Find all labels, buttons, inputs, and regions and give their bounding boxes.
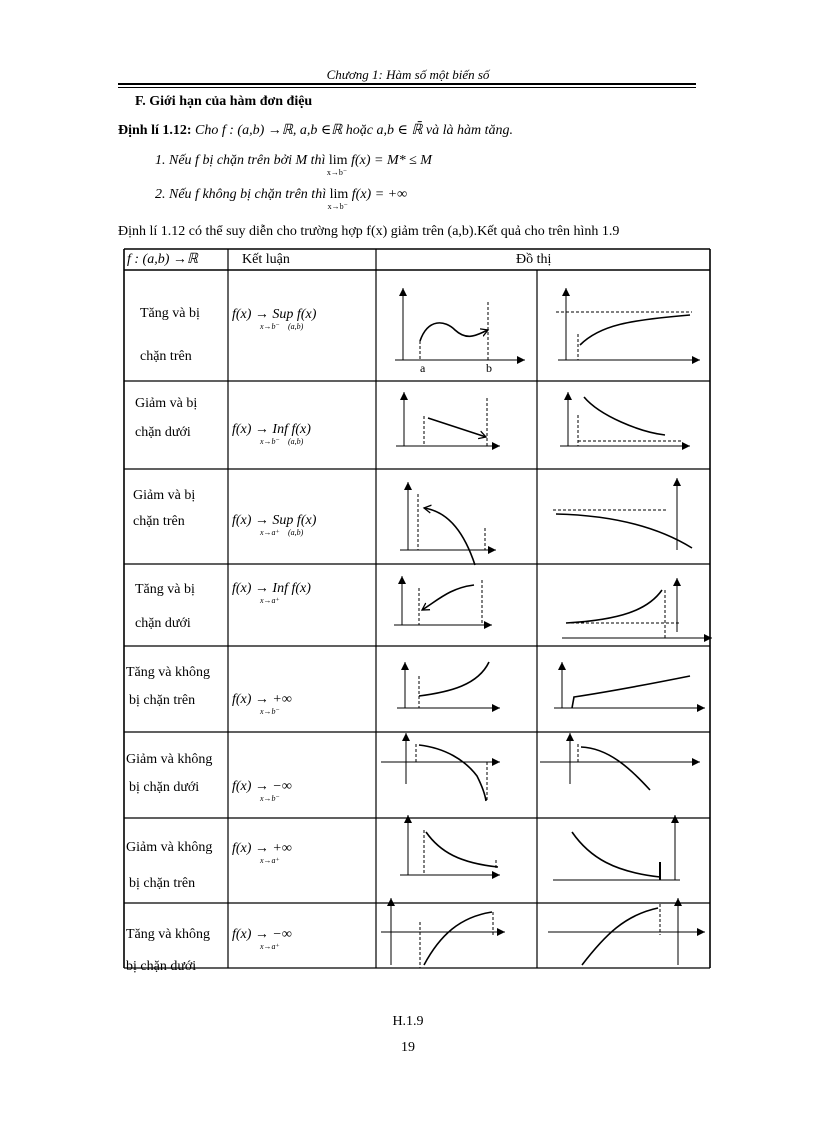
section-title: F. Giới hạn của hàm đơn điệu: [135, 94, 313, 109]
limit-subscript: x→b⁻: [260, 707, 280, 716]
case-label: bị chặn trên: [129, 693, 196, 708]
limit-formula: [232, 422, 311, 446]
graph-curve: [581, 747, 650, 790]
graph-curve: [419, 745, 486, 801]
case-label: bị chặn dưới: [129, 780, 200, 795]
limit-formula: [232, 307, 317, 331]
graph-curve: [422, 585, 474, 610]
graph-curve: [419, 662, 489, 696]
item2-lim: lim: [329, 187, 349, 202]
item2-expr: f(x) = +∞: [351, 187, 408, 202]
case-label: Giảm và bị: [135, 396, 198, 411]
case-label: chặn dưới: [135, 616, 191, 631]
limit-formula: [232, 513, 317, 537]
case-label: chặn trên: [140, 349, 192, 364]
graph-curve: [426, 832, 498, 867]
header-conclusion: Kết luận: [242, 252, 290, 267]
graph-curve: [424, 508, 475, 565]
theorem-label: Định lí 1.12:: [118, 123, 192, 138]
limit-formula: [232, 779, 292, 803]
page-number: 19: [401, 1040, 415, 1055]
limit-formula-text: f(x) → Sup f(x): [232, 513, 317, 528]
graph-curve: [584, 397, 665, 435]
item1-lim: lim: [328, 153, 348, 168]
limit-formula-text: f(x) → −∞: [232, 927, 292, 942]
graph-curve: [566, 590, 662, 623]
limit-formula-text: f(x) → Sup f(x): [232, 307, 317, 322]
limit-subscript: x→a⁺: [260, 856, 280, 865]
limit-formula-text: f(x) → Inf f(x): [232, 422, 311, 437]
limit-formula: [232, 692, 292, 716]
item1-expr: f(x) = M* ≤ M: [351, 153, 432, 168]
case-label: bị chặn trên: [129, 876, 196, 891]
item2-text: 2. Nếu f không bị chặn trên thì: [155, 187, 327, 202]
graph-curve: [556, 514, 692, 548]
graph-curve: [424, 912, 492, 965]
case-label: chặn dưới: [135, 425, 191, 440]
graph-curve: [580, 315, 690, 345]
limit-subscript: x→b⁻: [260, 322, 280, 331]
header-graph: Đồ thị: [516, 252, 552, 267]
limit-formula: [232, 841, 292, 865]
limit-subscript: x→a⁺: [260, 528, 280, 537]
limit-subscript: x→b⁻: [260, 794, 280, 803]
theorem-text: Cho f : (a,b) →ℝ, a,b ∈ℝ hoặc a,b ∈ ℝ̄ và là hàm tăng.: [195, 123, 514, 138]
limit-subscript: x→a⁺: [260, 596, 280, 605]
case-label: Giảm và không: [126, 840, 213, 855]
item2-lim-sub: x→b⁻: [327, 202, 348, 211]
graph-curve: [572, 676, 690, 708]
case-label: Giảm và không: [126, 752, 213, 767]
graph-curve: [420, 323, 488, 341]
limit-formula-text: f(x) → −∞: [232, 779, 292, 794]
remark-text: Định lí 1.12 có thể suy diễn cho trường hợp f(x) giảm trên (a,b).Kết quả cho trên hình 1.9: [118, 224, 620, 239]
limit-formula: [232, 927, 292, 951]
case-label: chặn trên: [133, 514, 185, 529]
limit-subscript-range: (a,b): [288, 437, 304, 446]
case-label: Tăng và bị: [135, 582, 195, 597]
figure-caption: H.1.9: [392, 1014, 424, 1029]
item1-lim-sub: x→b⁻: [326, 168, 348, 177]
limit-formula-text: f(x) → +∞: [232, 692, 292, 707]
case-label: Tăng và bị: [140, 306, 200, 321]
limit-subscript-range: (a,b): [288, 322, 304, 331]
case-label: Tăng và không: [126, 665, 210, 680]
case-label: bị chặn dưới: [126, 959, 197, 974]
limit-formula-text: f(x) → Inf f(x): [232, 581, 311, 596]
graph-curve: [428, 418, 486, 437]
limit-formula-text: f(x) → +∞: [232, 841, 292, 856]
case-label: Tăng và không: [126, 927, 210, 942]
limit-subscript-range: (a,b): [288, 528, 304, 537]
limit-formula: [232, 581, 311, 605]
item1-text: 1. Nếu f bị chặn trên bởi M thì: [155, 153, 326, 168]
chapter-header: Chương 1: Hàm số một biến số: [326, 67, 490, 82]
label-a: a: [420, 361, 426, 375]
graph-curve: [572, 832, 660, 877]
limit-subscript: x→a⁺: [260, 942, 280, 951]
label-b: b: [486, 361, 492, 375]
graph-curve: [582, 908, 658, 965]
header-function: f : (a,b) →ℝ: [127, 252, 198, 267]
limit-subscript: x→b⁻: [260, 437, 280, 446]
case-label: Giảm và bị: [133, 488, 196, 503]
